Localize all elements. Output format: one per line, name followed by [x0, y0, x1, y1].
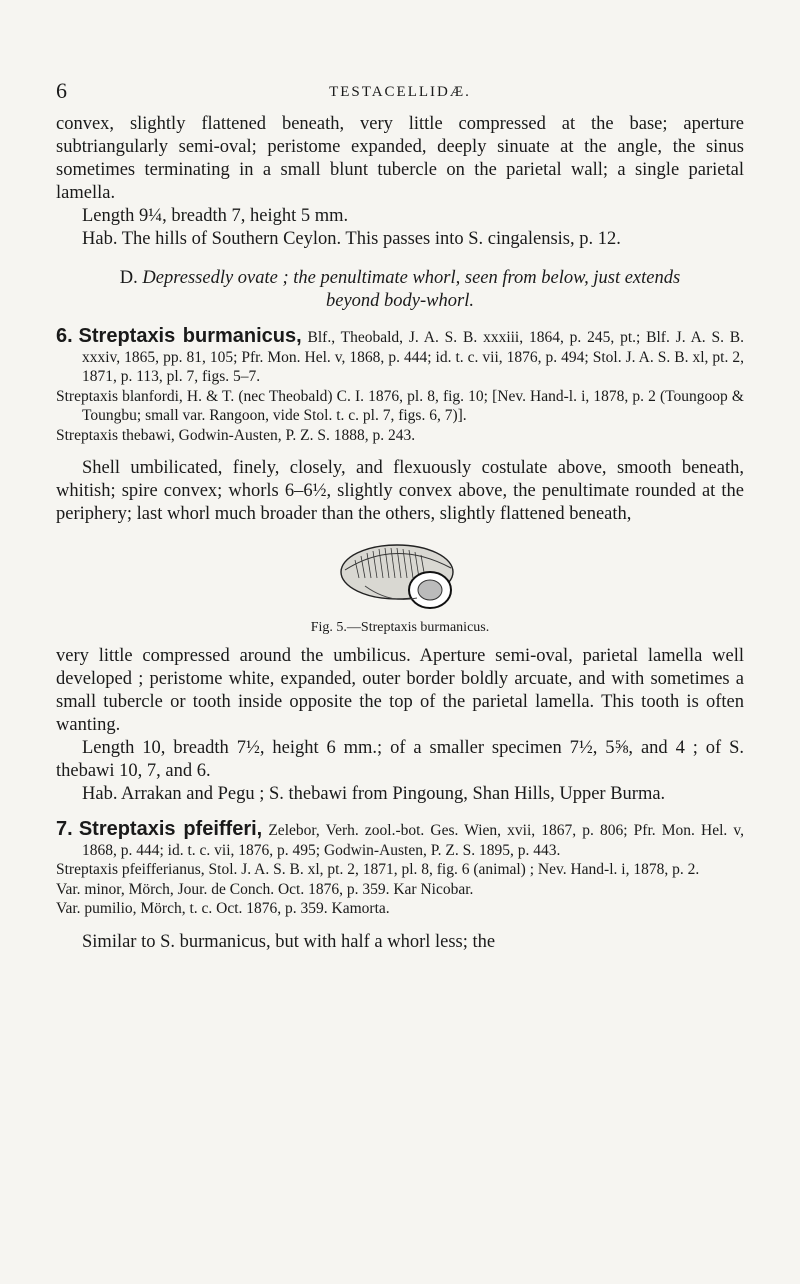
page-body: [56, 113, 744, 954]
figure-caption: Fig. 5.—Streptaxis burmanicus.: [310, 620, 490, 635]
species-name: Streptaxis pfeifferi,: [78, 818, 263, 840]
key-letter: D.: [119, 268, 138, 288]
synonym-line: Streptaxis blanfordi, H. & T. (nec Theobald) C. I. 1876, pl. 8, fig. 10; [Nev. Hand-l. i, 1878, p. 2 (Toungoop & Toungbu; small var. Rangoon, vide Stol. t. c. pl. 7, figs. 6, 7)].: [56, 387, 744, 424]
species-7-entry: [56, 820, 744, 919]
key-text: Depressedly ovate ; the penultimate whorl, seen from below, just extends beyond body-whorl.: [142, 268, 681, 311]
variety-line: Var. minor, Mörch, Jour. de Conch. Oct. 1876, p. 359. Kar Nicobar.: [56, 880, 474, 898]
page-number: 6: [56, 78, 67, 103]
key-couplet: [56, 267, 744, 313]
variety-line: Var. pumilio, Mörch, t. c. Oct. 1876, p. 359. Kamorta.: [56, 900, 390, 917]
habitat: Hab. Arrakan and Pegu ; S. thebawi from Pingoung, Shan Hills, Upper Burma.: [82, 784, 666, 804]
description-paragraph: Shell umbilicated, finely, closely, and flexuously costulate above, smooth beneath, whitish; spire convex; whorls 6–6½, slightly convex above, the penultimate rounded at the periphery; last whorl much broader than the others, slightly flattened beneath,: [56, 458, 744, 524]
page-header: [0, 78, 800, 108]
habitat: Hab. The hills of Southern Ceylon. This passes into S. cingalensis, p. 12.: [82, 229, 621, 249]
running-head: TESTACELLIDÆ.: [329, 84, 471, 100]
species-6-entry: [56, 327, 744, 445]
synonym-line: Streptaxis thebawi, Godwin-Austen, P. Z. S. 1888, p. 243.: [56, 426, 416, 444]
species-number: 7.: [56, 818, 73, 840]
synonym-line: Streptaxis pfeifferianus, Stol. J. A. S. B. xl, pt. 2, 1871, pl. 8, fig. 6 (animal) ; Nev. Hand-l. i, 1878, p. 2.: [56, 861, 700, 878]
measurements: Length 9¼, breadth 7, height 5 mm.: [82, 206, 349, 226]
figure-5: [56, 538, 744, 639]
species-references: Blf., Theobald, J. A. S. B. xxxiii, 1864, p. 245, pt.; Blf. J. A. S. B. xxxiv, 1865, pp. 81, 105; Pfr. Mon. Hel. v, 1868, p. 444; id. t. c. vii, 1876, p. 494; Stol. J. A. S. B. xl, pt. 2, 1871, p. 113, pl. 7, figs. 5–7.: [82, 329, 745, 385]
species-references: Zelebor, Verh. zool.-bot. Ges. Wien, xvii, 1867, p. 806; Pfr. Mon. Hel. v, 1868, p. 444; id. t. c. vii, 1876, p. 495; Godwin-Austen, P. Z. S. 1895, p. 443.: [82, 822, 745, 859]
species-7-heading: [56, 820, 744, 860]
description-paragraph: Similar to S. burmanicus, but with half a whorl less; the: [82, 931, 496, 952]
measurements: Length 10, breadth 7½, height 6 mm.; of a smaller specimen 7½, 5⅝, and 4 ; of S. thebawi 10, 7, and 6.: [56, 738, 744, 781]
species-number: 6.: [56, 325, 73, 347]
species-name: Streptaxis burmanicus,: [78, 325, 302, 347]
shell-illustration: [335, 538, 465, 616]
description-paragraph: convex, slightly flattened beneath, very little compressed at the base; aperture subtriangularly semi-oval; peristome expanded, deeply sinuate at the angle, the sinus sometimes terminating in a small blunt tubercle on the parietal wall; a single parietal lamella.: [56, 114, 744, 203]
species-6-heading: [56, 327, 744, 387]
description-paragraph: very little compressed around the umbilicus. Aperture semi-oval, parietal lamella well developed ; peristome white, expanded, outer border boldly arcuate, and with sometimes a small tubercle or tooth inside opposite the top of the parietal lamella. This tooth is often wanting.: [56, 646, 744, 735]
